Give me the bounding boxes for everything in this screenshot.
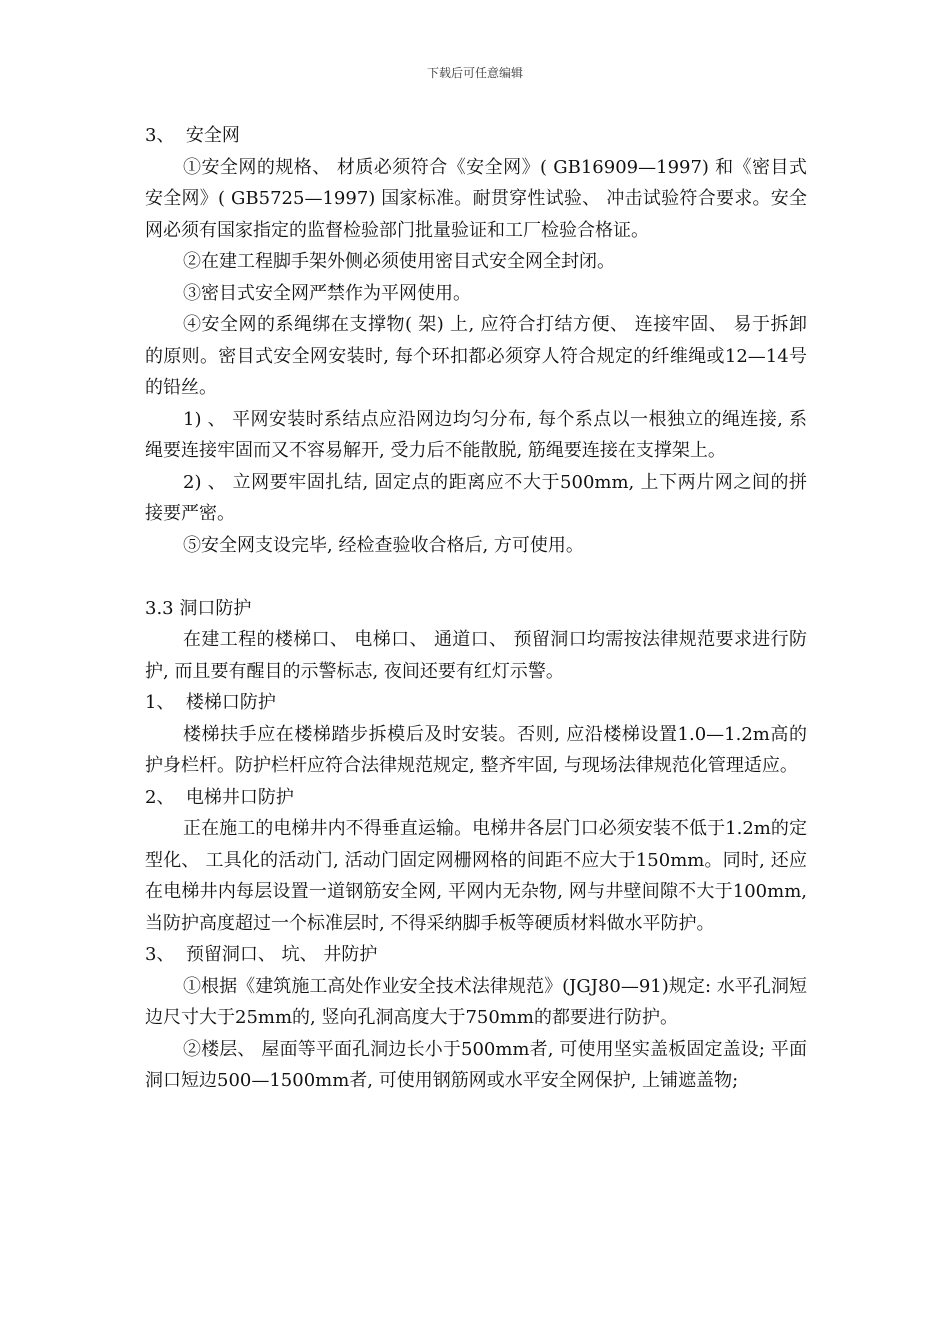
section-heading-elevator-shaft: 2、 电梯井口防护 [145, 786, 294, 808]
paragraph: 在建工程的楼梯口、 电梯口、 通道口、 预留洞口均需按法律规范要求进行防护, 而且要有醒目的示警标志, 夜间还要有红灯示警。 [145, 629, 807, 682]
section-heading-opening-protection: 3.3 洞口防护 [145, 597, 252, 619]
section-heading-stair-opening: 1、 楼梯口防护 [145, 692, 276, 713]
paragraph: 1) 、 平网安装时系结点应沿网边均匀分布, 每个系点以一根独立的绳连接, 系绳要连接牢固而又不容易解开, 受力后不能散脱, 筋绳要连接在支撑架上。 [145, 408, 807, 461]
paragraph: ⑤安全网支设完毕, 经检查验收合格后, 方可使用。 [183, 534, 584, 556]
blank-line [145, 561, 807, 593]
paragraph: ③密目式安全网严禁作为平网使用。 [183, 282, 471, 304]
paragraph: 2) 、 立网要牢固扎结, 固定点的距离应不大于500mm, 上下两片网之间的拼接要严密。 [145, 471, 807, 524]
page-header: 下载后可任意编辑 [426, 66, 523, 80]
paragraph: ②在建工程脚手架外侧必须使用密目式安全网全封闭。 [183, 251, 615, 272]
paragraph: ②楼层、 屋面等平面孔洞边长小于500mm者, 可使用坚实盖板固定盖设; 平面洞口短边500—1500mm者, 可使用钢筋网或水平安全网保护, 上铺遮盖物; [145, 1038, 807, 1091]
paragraph: 楼梯扶手应在楼梯踏步拆模后及时安装。否则, 应沿楼梯设置1.0—1.2m高的护身栏杆。防护栏杆应符合法律规范规定, 整齐牢固, 与现场法律规范化管理适应。 [145, 723, 807, 776]
paragraph: ④安全网的系绳绑在支撑物( 架) 上, 应符合打结方便、 连接牢固、 易于拆卸的原则。密目式安全网安装时, 每个环扣都必须穿人符合规定的纤维绳或12—14号的铅丝。 [145, 314, 807, 398]
paragraph: 正在施工的电梯井内不得垂直运输。电梯井各层门口必须安装不低于1.2m的定型化、 工具化的活动门, 活动门固定网栅网格的间距不应大于150mm。同时, 还应在电梯井内每层设置一道钢筋安全网, 平网内无杂物, 网与井壁间隙不大于100mm, 当防护高度超过一个标准层时, 不得采纳脚手板等硬质材料做水平防护。 [145, 818, 807, 934]
paragraph: ①安全网的规格、 材质必须符合《安全网》( GB16909—1997) 和《密目式安全网》( GB5725—1997) 国家标准。耐贯穿性试验、 冲击试验符合要求。安全网必须有国家指定的监督检验部门批量验证和工厂检验合格证。 [145, 156, 807, 241]
section-heading-safety-net: 3、 安全网 [145, 125, 240, 146]
document-body [145, 120, 807, 1097]
section-heading-reserved-openings: 3、 预留洞口、 坑、 井防护 [145, 944, 378, 965]
paragraph: ①根据《建筑施工高处作业安全技术法律规范》(JGJ80—91)规定: 水平孔洞短边尺寸大于25mm的, 竖向孔洞高度大于750mm的都要进行防护。 [145, 975, 807, 1028]
